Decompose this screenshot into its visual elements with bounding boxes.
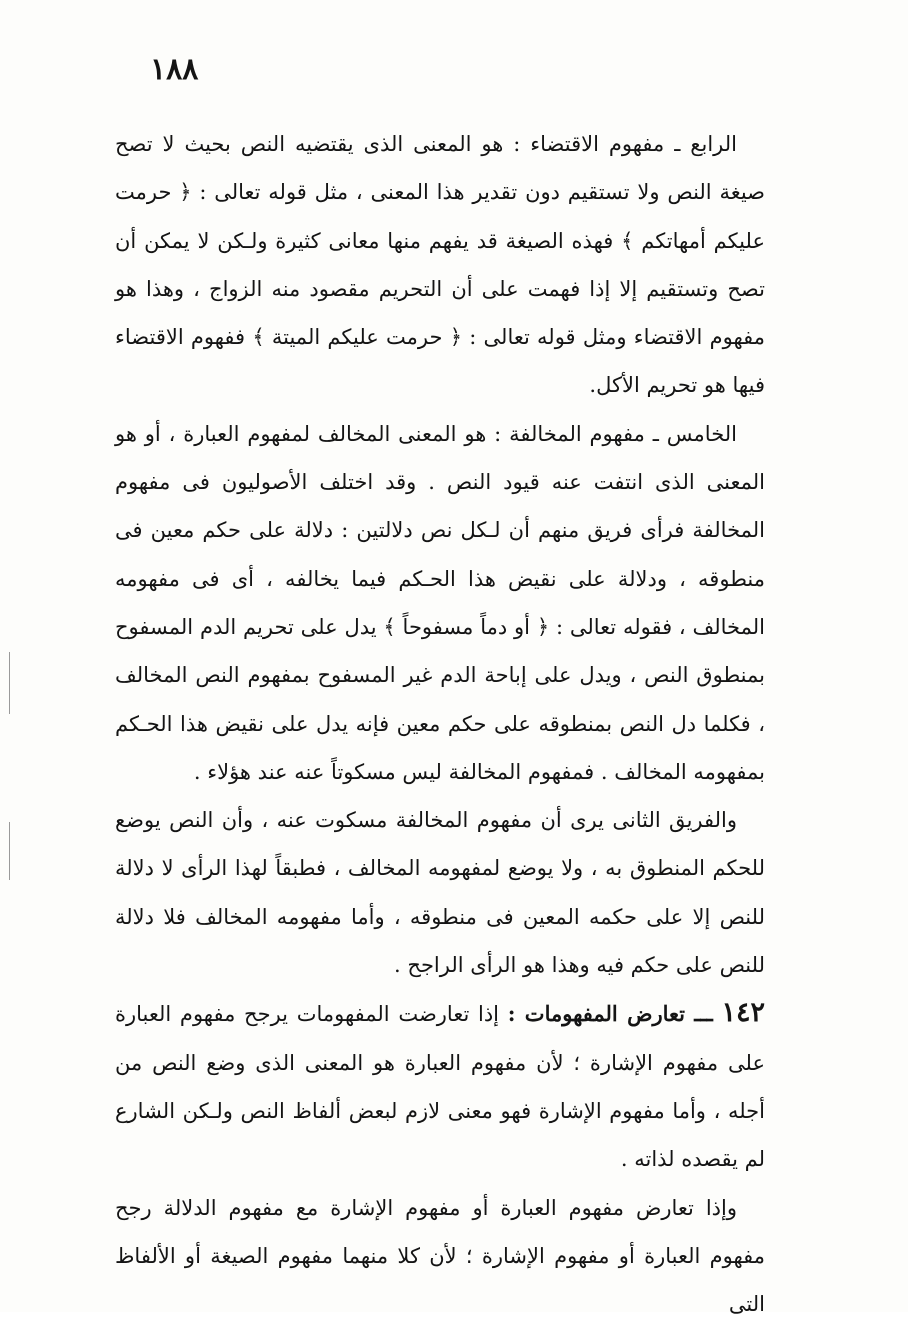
paragraph-iqtida: الرابع ـ مفهوم الاقتضاء : هو المعنى الذى يقتضيه النص بحيث لا تصح صيغة النص ولا تستقيم دون تقدير هذا المعنى ، مثل قوله تعالى : ﴿ حرمت عليكم أمهاتكم ﴾ فهذه الصيغة قد يفهم منها معانى كثيرة ولـكن لا يمكن أن تصح وتستقيم إلا إذا فهمت على أن التحريم مقصود منه الزواج ، وهذا هو مفهوم الاقتضاء ومثل قوله تعالى : ﴿ حرمت عليكم الميتة ﴾ ففهوم الاقتضاء فيها هو تحريم الأكل.: [115, 132, 765, 398]
body-text: [115, 120, 765, 1328]
page-number: ١٨٨: [150, 52, 199, 87]
paragraph-conflict: وإذا تعارض مفهوم العبارة أو مفهوم الإشارة مع مفهوم الدلالة رجح مفهوم العبارة أو مفهوم الإشارة ؛ لأن كلا منهما مفهوم الصيغة أو الألفاظ التى: [115, 1195, 765, 1317]
section-number: ١٤٢: [721, 997, 765, 1029]
section-text: إذا تعارضت المفهومات يرجح مفهوم العبارة على مفهوم الإشارة ؛ لأن مفهوم العبارة هو المعنى الذى وضع النص من أجله ، وأما مفهوم الإشارة فهو معنى لازم لبعض ألفاظ النص ولـكن الشارع لم يقصده لذاته .: [115, 1002, 765, 1172]
margin-scan-line: [9, 822, 10, 880]
paragraph-mukhalafa: الخامس ـ مفهوم المخالفة : هو المعنى المخالف لمفهوم العبارة ، أو هو المعنى الذى انتفت عنه قيود النص . وقد اختلف الأصوليون فى مفهوم المخالفة فرأى فريق منهم أن لـكل نص دلالتين : دلالة على حكم معين فى منطوقه ، ودلالة على نقيض هذا الحـكم فيما يخالفه ، أى فى مفهومه المخالف ، فقوله تعالى : ﴿ أو دماً مسفوحاً ﴾ يدل على تحريم الدم المسفوح بمنطوق النص ، ويدل على إباحة الدم غير المسفوح بمفهوم النص المخالف ، فكلما دل النص بمنطوقه على حكم معين فإنه يدل على نقيض هذا الحـكم بمفهومه المخالف . فمفهوم المخالفة ليس مسكوتاً عنه عند هؤلاء .: [115, 421, 765, 784]
margin-scan-line: [9, 652, 10, 714]
section-heading: ـــ تعارض المفهومات :: [507, 1001, 713, 1027]
section-142: [115, 989, 765, 1183]
paragraph-second-group: والفريق الثانى يرى أن مفهوم المخالفة مسكوت عنه ، وأن النص يوضع للحكم المنطوق به ، ولا يوضع لمفهومه المخالف ، فطبقاً لهذا الرأى لا دلالة للنص إلا على حكمه المعين فى منطوقه ، وأما مفهومه المخالف فلا دلالة للنص على حكم فيه وهذا هو الرأى الراجح .: [115, 808, 765, 978]
